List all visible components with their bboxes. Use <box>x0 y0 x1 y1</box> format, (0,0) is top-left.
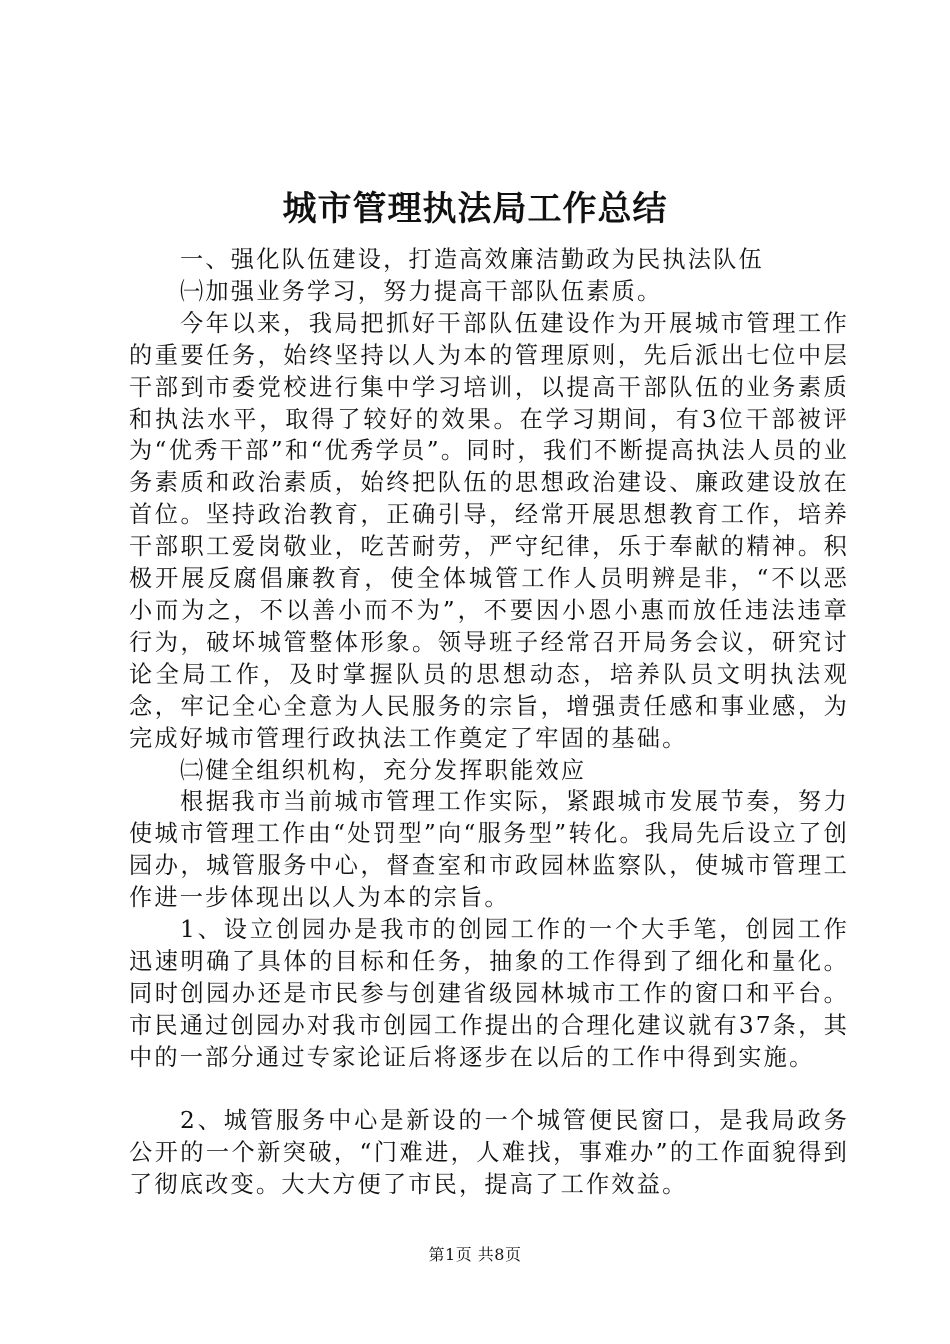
body-paragraph: 2、城管服务中心是新设的一个城管便民窗口，是我局政务公开的一个新突破，“门难进，人难找，事难办”的工作面貌得到了彻底改变。大大方便了市民，提高了工作效益。 <box>129 1107 849 1199</box>
page-footer: 第1页 共8页 <box>428 1245 522 1264</box>
body-paragraph: 根据我市当前城市管理工作实际，紧跟城市发展节奏，努力使城市管理工作由“处罚型”向“服务型”转化。我局先后设立了创园办，城管服务中心，督查室和市政园林监察队，使城市管理工作进一步体现出以人为本的宗旨。 <box>129 788 849 912</box>
body-paragraph: 今年以来，我局把抓好干部队伍建设作为开展城市管理工作的重要任务，始终坚持以人为本的管理原则，先后派出七位中层干部到市委党校进行集中学习培训，以提高干部队伍的业务素质和执法水平，取得了较好的效果。在学习期间，有3位干部被评为“优秀干部”和“优秀学员”。同时，我们不断提高执法人员的业务素质和政治素质，始终把队伍的思想政治建设、廉政建设放在首位。坚持政治教育，正确引导，经常开展思想教育工作，培养干部职工爱岗敬业，吃苦耐劳，严守纪律，乐于奉献的精神。积极开展反腐倡廉教育，使全体城管工作人员明辨是非，“不以恶小而为之，不以善小而不为”，不要因小恩小惠而放任违法违章行为，破坏城管整体形象。领导班子经常召开局务会议，研究讨论全局工作，及时掌握队员的思想动态，培养队员文明执法观念，牢记全心全意为人民服务的宗旨，增强责任感和事业感，为完成好城市管理行政执法工作奠定了牢固的基础。 <box>129 309 849 752</box>
document-title: 城市管理执法局工作总结 <box>282 189 668 229</box>
subsection-heading: ㈡健全组织机构，充分发挥职能效应 <box>180 756 587 784</box>
section-heading: 一、强化队伍建设，打造高效廉洁勤政为民执法队伍 <box>180 246 764 273</box>
body-paragraph: 1、设立创园办是我市的创园工作的一个大手笔，创园工作迅速明确了具体的目标和任务，抽象的工作得到了细化和量化。同时创园办还是市民参与创建省级园林城市工作的窗口和平台。市民通过创园办对我市创园工作提出的合理化建议就有37条，其中的一部分通过专家论证后将逐步在以后的工作中得到实施。 <box>129 916 849 1071</box>
subsection-heading: ㈠加强业务学习，努力提高干部队伍素质。 <box>180 277 663 305</box>
document-body <box>129 244 849 1201</box>
